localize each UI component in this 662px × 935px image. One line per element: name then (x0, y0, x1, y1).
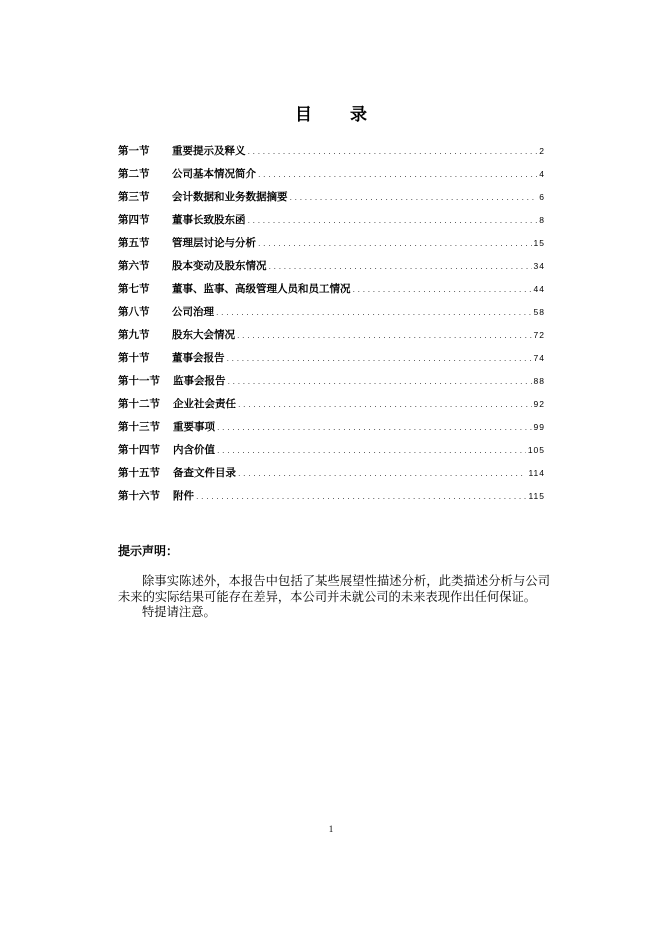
toc-section-number: 第四节 (118, 214, 150, 226)
toc-leader-dots (228, 377, 532, 386)
notice-body (118, 574, 550, 621)
toc-leader-dots (248, 147, 538, 156)
toc-section-number: 第三节 (118, 191, 150, 203)
toc-leader-dots (269, 262, 532, 271)
toc-leader-dots (238, 400, 532, 409)
toc-section-title: 董事、监事、高级管理人员和员工情况 (172, 283, 351, 295)
toc-entry[interactable] (118, 488, 545, 511)
toc-page-number: 34 (533, 261, 545, 271)
toc-entry[interactable] (118, 373, 545, 396)
toc-page-number: 44 (533, 284, 545, 294)
toc-page-number: 15 (533, 238, 545, 248)
toc-page-number: 2 (539, 146, 545, 156)
toc-leader-dots (258, 170, 537, 179)
toc-section-title: 监事会报告 (173, 375, 226, 387)
toc-page-number: 114 (528, 468, 545, 478)
toc-entry[interactable] (118, 304, 545, 327)
toc-section-title: 管理层讨论与分析 (172, 237, 256, 249)
toc-entry[interactable] (118, 212, 545, 235)
toc-section-number: 第一节 (118, 145, 150, 157)
toc-leader-dots (227, 354, 532, 363)
toc-section-number: 第十四节 (118, 444, 160, 456)
toc-page-number: 105 (527, 445, 545, 455)
toc-section-number: 第六节 (118, 260, 150, 272)
toc-entry[interactable] (118, 189, 545, 212)
toc-section-title: 附件 (173, 490, 194, 502)
toc-page-number: 99 (533, 422, 545, 432)
toc-section-number: 第八节 (118, 306, 150, 318)
toc-entry[interactable] (118, 350, 545, 373)
toc-page-number: 6 (539, 192, 545, 202)
toc-page-number: 8 (539, 215, 545, 225)
toc-section-number: 第九节 (118, 329, 150, 341)
toc-page-number: 88 (533, 376, 545, 386)
toc-section-title: 股东大会情况 (172, 329, 235, 341)
toc-page-number: 58 (533, 307, 545, 317)
toc-leader-dots (290, 193, 538, 202)
toc-entry[interactable] (118, 442, 545, 465)
toc-section-title: 股本变动及股东情况 (172, 260, 267, 272)
toc-section-title: 公司基本情况简介 (172, 168, 256, 180)
toc-entry[interactable] (118, 143, 545, 166)
toc-section-title: 会计数据和业务数据摘要 (172, 191, 288, 203)
toc-section-title: 重要事项 (173, 421, 215, 433)
toc-section-title: 公司治理 (172, 306, 214, 318)
toc-section-number: 第十一节 (118, 375, 160, 387)
toc-entry[interactable] (118, 258, 545, 281)
toc-entry[interactable] (118, 166, 545, 189)
toc-section-number: 第十三节 (118, 421, 160, 433)
toc-section-number: 第七节 (118, 283, 150, 295)
toc-section-title: 备查文件目录 (173, 467, 236, 479)
table-of-contents (118, 143, 545, 511)
toc-entry[interactable] (118, 465, 545, 488)
toc-section-title: 董事会报告 (172, 352, 225, 364)
toc-entry[interactable] (118, 235, 545, 258)
toc-leader-dots (353, 285, 532, 294)
toc-page-number: 72 (533, 330, 545, 340)
toc-leader-dots (248, 216, 538, 225)
toc-leader-dots (196, 492, 526, 501)
toc-section-title: 企业社会责任 (173, 398, 236, 410)
toc-leader-dots (258, 239, 532, 248)
toc-section-number: 第十六节 (118, 490, 160, 502)
toc-page-number: 115 (528, 491, 545, 501)
toc-title: 目 录 (295, 105, 383, 125)
toc-leader-dots (237, 331, 532, 340)
toc-section-title: 重要提示及释义 (172, 145, 246, 157)
toc-section-number: 第十二节 (118, 398, 160, 410)
notice-paragraph: 除事实陈述外，本报告中包括了某些展望性描述分析，此类描述分析与公司未来的实际结果可能存在差异，本公司并未就公司的未来表现作出任何保证。 (118, 574, 550, 604)
toc-page-number: 92 (533, 399, 545, 409)
toc-section-title: 董事长致股东函 (172, 214, 246, 226)
toc-entry[interactable] (118, 327, 545, 350)
notice-heading: 提示声明： (118, 544, 179, 558)
toc-page-number: 74 (533, 353, 545, 363)
toc-leader-dots (217, 423, 532, 432)
page-number: 1 (328, 824, 334, 834)
toc-page-number: 4 (539, 169, 545, 179)
toc-entry[interactable] (118, 419, 545, 442)
toc-leader-dots (216, 308, 532, 317)
toc-entry[interactable] (118, 396, 545, 419)
toc-section-number: 第十节 (118, 352, 150, 364)
toc-section-title: 内含价值 (173, 444, 215, 456)
toc-section-number: 第十五节 (118, 467, 160, 479)
toc-section-number: 第二节 (118, 168, 150, 180)
toc-entry[interactable] (118, 281, 545, 304)
toc-leader-dots (217, 446, 526, 455)
toc-section-number: 第五节 (118, 237, 150, 249)
toc-leader-dots (238, 469, 526, 478)
notice-paragraph: 特提请注意。 (142, 605, 216, 619)
